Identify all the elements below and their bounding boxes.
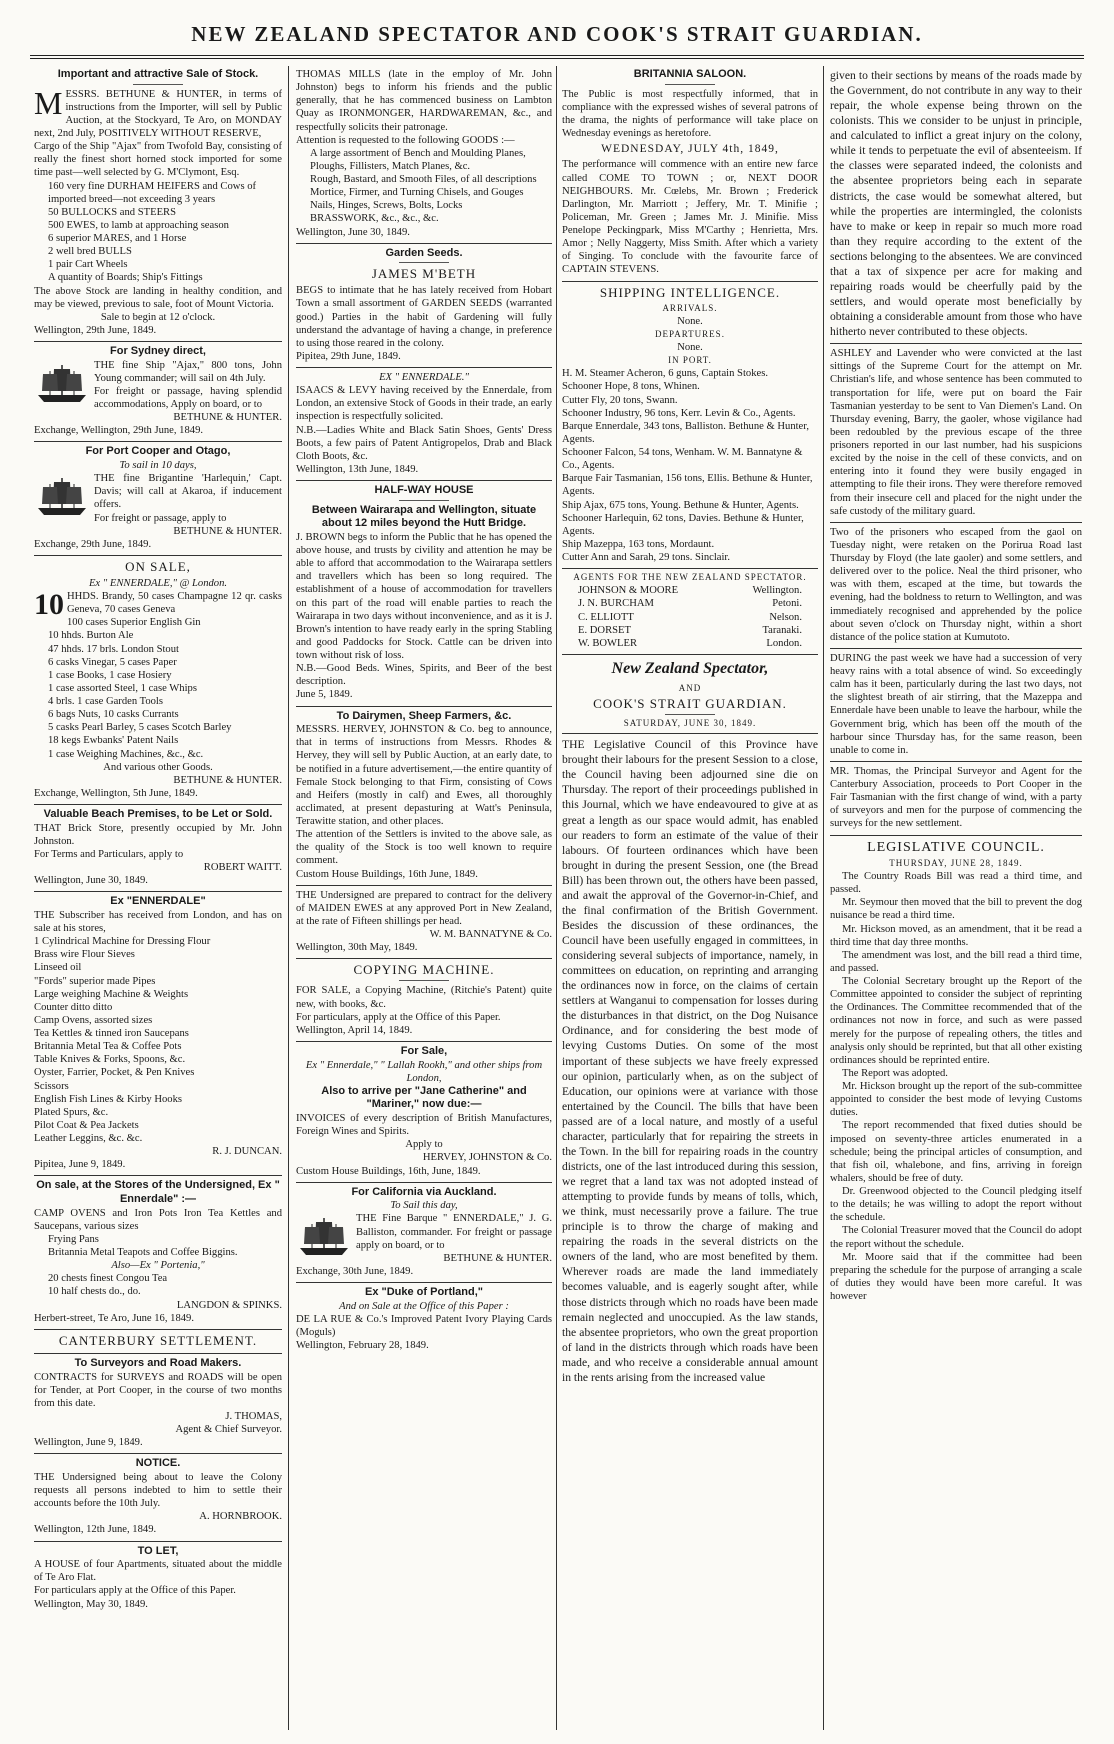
list-item: 4 brls. 1 case Garden Tools	[48, 696, 163, 708]
separator	[830, 761, 1082, 762]
paragraph: The Country Roads Bill was read a third time, and passed.	[830, 871, 1082, 896]
ad-title: COPYING MACHINE.	[353, 962, 495, 978]
agent-row	[578, 584, 802, 597]
list-item: 6 casks Vinegar, 5 cases Paper	[48, 656, 177, 668]
list-item: 1 case Books, 1 case Hosiery	[48, 669, 172, 681]
ad-body: THAT Brick Store, presently occupied by Mr. John Johnston.	[34, 822, 282, 847]
agent-row	[578, 611, 802, 624]
separator	[296, 367, 552, 368]
ad-signature: LANGDON & SPINKS.	[176, 1299, 282, 1311]
list-item: Barque Fair Tasmanian, 156 tons, Ellis. Bethune & Hunter, Agents.	[562, 473, 813, 498]
drop-cap: 10	[34, 588, 64, 622]
list-item: 50 BULLOCKS and STEERS	[48, 206, 177, 218]
ad-date: Herbert-street, Te Aro, June 16, 1849.	[34, 1312, 194, 1324]
ad-subtitle: To sail in 10 days,	[119, 460, 197, 471]
ad-body: N.B.—Good Beds. Wines, Spirits, and Beer of the best description.	[296, 663, 552, 688]
separator	[296, 480, 552, 481]
column-divider-3	[823, 66, 824, 1730]
separator	[562, 733, 818, 734]
ad-date: Wellington, 12th June, 1849.	[34, 1524, 157, 1536]
news-item: MR. Thomas, the Principal Surveyor and Agent for the Canterbury Association, proceeds to Port Cooper in the Fair Tasmanian with the first change of wind, with a party of surveyors and men for the purpose of commencing the surveys for the new settlement.	[830, 765, 1082, 830]
agent-name: J. N. BURCHAM	[578, 598, 654, 610]
paragraph: Mr. Moore said that if the committee had been preparing the schedule for the purpose of arranging a scale of duties they would have been more careful. It was however	[830, 1251, 1082, 1303]
ad-title: On sale, at the Stores of the Undersigned, Ex " Ennerdale" :—	[36, 1179, 280, 1206]
list-item: Large weighing Machine & Weights	[34, 988, 189, 1000]
column-divider-2	[556, 66, 557, 1730]
goods-list	[34, 1233, 282, 1259]
list-item: Scissors	[34, 1080, 69, 1092]
divider	[399, 980, 449, 981]
ad-date: Wellington, April 14, 1849.	[296, 1024, 413, 1036]
ad-date: Wellington, June 30, 1849.	[34, 875, 148, 887]
ad-note: The above Stock are landing in healthy condition, and may be viewed, previous to sale, foot of Mount Victoria.	[34, 285, 282, 310]
agent-row	[578, 624, 802, 637]
paragraph: The Colonial Treasurer moved that the Council do adopt the report without the schedule.	[830, 1225, 1082, 1250]
ad-body: Apply to	[405, 1139, 443, 1151]
ad-title: EX " ENNERDALE."	[379, 372, 469, 384]
section-title: BRITANNIA SALOON.	[633, 68, 747, 80]
ad-body: THOMAS MILLS (late in the employ of Mr. John Johnston) begs to inform his friends and the public generally, that he has commenced business on Lambton Quay as IRONMONGER, HARDWAREMAN, &c., and respectfully solicits their patronage.	[296, 69, 552, 133]
list-item: Britannia Metal Teapots and Coffee Biggins.	[48, 1247, 238, 1259]
ad-body: For particulars, apply at the Office of this Paper.	[296, 1011, 501, 1023]
ship-icon	[34, 474, 90, 518]
ad-body: ISAACS & LEVY having received by the Ennerdale, from London, an extensive Stock of Goods in their trade, an early inspection is respectfully solicited.	[296, 385, 552, 423]
ship-icon	[296, 1214, 352, 1258]
divider	[133, 84, 183, 85]
paragraph: The amendment was lost, and the bill read a third time, and passed.	[830, 949, 1082, 974]
ad-title: For Sydney direct,	[110, 345, 206, 357]
agent-place: Taranaki.	[762, 624, 802, 636]
ad-title: HALF-WAY HOUSE	[374, 484, 474, 497]
ad-body: For freight or passage, having splendid accommodations, Apply on board, or to	[94, 385, 282, 410]
list-item: Barque Ennerdale, 343 tons, Balliston. Bethune & Hunter, Agents.	[562, 420, 810, 445]
ad-signature: ROBERT WAITT.	[203, 862, 282, 874]
ad-subtitle: Also—Ex " Portenia,"	[111, 1260, 205, 1272]
list-item: Cutter Fly, 20 tons, Swann.	[562, 394, 678, 406]
stock-list	[34, 180, 282, 285]
separator	[296, 1182, 552, 1183]
agent-row	[578, 637, 802, 650]
agent-name: JOHNSON & MOORE	[578, 585, 679, 597]
ad-signature: HERVEY, JOHNSTON & Co.	[422, 1152, 552, 1164]
list-item: Britannia Metal Tea & Coffee Pots	[34, 1041, 182, 1053]
ad-body: THE Subscriber has received from London, and has on sale at his stores,	[34, 909, 282, 935]
list-item: Rough, Bastard, and Smooth Files, of all descriptions	[310, 174, 537, 185]
ad-body: Cargo of the Ship "Ajax" from Twofold Bay, consisting of really the finest short horned stock imported for some time past—well selected by G. M'Clymont, Esq.	[34, 141, 282, 179]
list-item: Ship Mazeppa, 163 tons, Mordaunt.	[562, 538, 715, 550]
ad-title: ON SALE,	[125, 558, 191, 574]
ad-body: ESSRS. BETHUNE & HUNTER, in terms of instructions from the Importer, will sell by Public Auction, at the Stockyard, Te Aro, on MONDAY next, 2nd July, POSITIVELY WITHOUT RESERVE,	[34, 88, 282, 139]
notice-body: The Public is most respectfully informed, that in compliance with the expressed wishes of several patrons of the drama, the nights of performance will take place on Wednesday evenings as heretofore.	[562, 88, 818, 139]
list-item: A large assortment of Bench and Moulding Planes, Ploughs, Fillisters, Match Planes, &c.	[310, 147, 526, 172]
ad-body: THE fine Brigantine 'Harlequin,' Capt. Davis; will call at Akaroa, if inducement offers.	[94, 473, 282, 511]
ad-title: Valuable Beach Premises, to be Let or Sold.	[43, 808, 273, 821]
list-item: 6 bags Nuts, 10 casks Currants	[48, 709, 179, 721]
agent-place: Wellington.	[752, 585, 802, 597]
subhead: DEPARTURES.	[655, 328, 725, 339]
list-item: Brass wire Flour Sieves	[34, 949, 135, 961]
value: None.	[677, 315, 703, 327]
ad-subtitle: To Surveyors and Road Makers.	[74, 1356, 242, 1369]
list-item: Cutter Ann and Sarah, 29 tons. Sinclair.	[562, 552, 731, 564]
masthead-rule	[30, 55, 1084, 56]
separator	[296, 958, 552, 959]
list-item: 1 case Weighing Machines, &c., &c.	[48, 748, 204, 760]
list-item: 1 pair Cart Wheels	[48, 259, 128, 271]
separator	[34, 1329, 282, 1330]
separator	[562, 654, 818, 655]
ad-body: BEGS to intimate that he has lately received from Hobart Town a small assortment of GARDEN SEEDS (warranted good.) Parties in the habit of Gardening will fully understand the advantage of having a change, in preference to using those reared in the colony.	[296, 285, 552, 349]
separator	[830, 343, 1082, 344]
list-item: 18 kegs Ewbanks' Patent Nails	[48, 735, 179, 747]
ad-signature: BETHUNE & HUNTER.	[443, 1252, 552, 1264]
separator	[34, 804, 282, 805]
list-item: Ship Ajax, 675 tons, Young. Bethune & Hunter, Agents.	[562, 499, 799, 511]
ad-subtitle: Ex " Ennerdale," " Lallah Rookh," and other ships from London,	[305, 1059, 543, 1084]
ad-time: Sale to begin at 12 o'clock.	[100, 311, 216, 323]
nameplate-and: AND	[678, 682, 702, 693]
masthead: NEW ZEALAND SPECTATOR AND COOK'S STRAIT GUARDIAN.	[191, 22, 923, 46]
ad-body: A HOUSE of four Apartments, situated about the middle of Te Aro Flat.	[34, 1559, 282, 1584]
ad-date: June 5, 1849.	[296, 689, 353, 701]
separator	[34, 441, 282, 442]
list-item: 20 chests finest Congou Tea	[48, 1273, 168, 1285]
ad-title: NOTICE.	[135, 1457, 181, 1470]
ships-in-port-list	[562, 367, 818, 564]
list-item: 2 well bred BULLS	[48, 246, 132, 258]
nameplate-subtitle: COOK'S STRAIT GUARDIAN.	[593, 695, 787, 711]
ad-body: And various other Goods.	[103, 761, 213, 773]
agent-name: C. ELLIOTT	[578, 611, 634, 623]
separator	[34, 1453, 282, 1454]
ad-subtitle: And on Sale at the Office of this Paper :	[339, 1300, 509, 1312]
list-item: Schooner Hope, 8 tons, Whinen.	[562, 381, 700, 393]
ad-title: TO LET,	[137, 1544, 179, 1557]
paragraph: The report recommended that fixed duties should be imposed on seventy-three articles enumerated in a schedule; being the principal articles of consumption, and that fish oil, whalebone, and fins, arriving in foreign whalers, should be free of duty.	[830, 1120, 1082, 1184]
council-proceedings	[830, 870, 1082, 1303]
ad-subtitle: JAMES M'BETH	[371, 266, 477, 282]
list-item: Schooner Falcon, 54 tons, Wenham. W. M. Bannatyne & Co., Agents.	[562, 447, 803, 472]
ad-signature: BETHUNE & HUNTER.	[173, 774, 282, 786]
paragraph: The Report was adopted.	[842, 1067, 948, 1079]
ad-body: THE Undersigned are prepared to contract for the delivery of MAIDEN EWES at any approved Port in New Zealand, at the rate of Fifteen shillings per head.	[296, 889, 552, 927]
list-item: Tea Kettles & tinned iron Saucepans	[34, 1028, 189, 1040]
list-item: H. M. Steamer Acheron, 6 guns, Captain Stokes.	[562, 368, 768, 380]
column-1	[34, 68, 282, 1728]
list-item: 100 cases Superior English Gin	[67, 617, 201, 629]
separator	[830, 648, 1082, 649]
list-item: 1 case assorted Steel, 1 case Whips	[48, 682, 197, 694]
ad-body: FOR SALE, a Copying Machine, (Ritchie's Patent) quite new, with books, &c.	[296, 985, 552, 1010]
list-item: Mortice, Firmer, and Turning Chisels, and Gouges	[310, 187, 524, 199]
goods-list	[296, 147, 552, 226]
paragraph: Mr. Seymour then moved that the bill to prevent the dog nuisance be read a third time.	[830, 897, 1082, 922]
ad-title: For California via Auckland.	[351, 1185, 497, 1198]
ad-body: For Terms and Particulars, apply to	[34, 848, 184, 860]
separator	[296, 1282, 552, 1283]
section-title: SHIPPING INTELLIGENCE.	[599, 284, 781, 300]
list-item: "Fords" superior made Pipes	[34, 975, 156, 987]
ad-body: J. BROWN begs to inform the Public that he has opened the above house, and trusts by civility and attention he may be able to afford that accommodation to the Wairarapa settlers and travellers which has been so long required. The establishment of a house of accommodation for travellers on this part of the road will enable parties to reach the Wairarapa in two days without inconvenience, and as it is J. Brown's intention to have ready early in the spring Stabling and good Paddocks for Stock. Cattle can be driven into town without risk of loss.	[296, 531, 552, 662]
list-item: BRASSWORK, &c., &c., &c.	[310, 213, 439, 225]
news-item: DURING the past week we have had a succession of very heavy rains with a total absence of wind. So exceedingly calm has it been, particularly during the last two days, not the slightest breath of air stirring, that the Mazeppa and Ennerdale have been unable to leave the harbour, while the Government brig, which has been off the mouth of the harbour since Thursday has, for the same reason, been unable to come in.	[830, 652, 1082, 756]
agent-name: E. DORSET	[578, 624, 631, 636]
ad-subtitle: To Sail this day,	[390, 1200, 458, 1212]
ad-subtitle: Also to arrive per "Jane Catherine" and "Mariner," now due:—	[321, 1084, 527, 1111]
ad-signature: Agent & Chief Surveyor.	[175, 1424, 282, 1436]
subhead: ARRIVALS.	[662, 302, 718, 313]
editorial-date: SATURDAY, JUNE 30, 1849.	[623, 718, 757, 729]
ad-body: N.B.—Ladies White and Black Satin Shoes, Gents' Dress Boots, a few pairs of Patent Antigropelos, Drab and Black Cloth Boots, &c.	[296, 424, 552, 462]
ad-title: For Port Cooper and Otago,	[85, 445, 231, 458]
goods-list	[34, 1272, 282, 1298]
masthead-rule-double	[30, 58, 1084, 59]
ad-body: INVOICES of every description of British Manufactures, Foreign Wines and Spirits.	[296, 1113, 552, 1138]
list-item: A quantity of Boards; Ship's Fittings	[48, 272, 203, 284]
ad-subtitle: Between Wairarapa and Wellington, situate about 12 miles beyond the Hutt Bridge.	[311, 503, 537, 530]
agent-place: Nelson.	[769, 611, 802, 623]
ad-subtitle: Ex " ENNERDALE," @ London.	[88, 577, 228, 589]
editorial-nameplate: New Zealand Spectator,	[611, 659, 769, 677]
list-item: Nails, Hinges, Screws, Bolts, Locks	[310, 200, 463, 212]
news-item: Two of the prisoners who escaped from the gaol on Tuesday night, were retaken on the Porirua Road last Thursday by Floyd (the late gaoler) and some settlers, and delivered over to the police. Neal the third prisoner, who was with them, escaped at the time, but towards the evening, had the boldness to return to Wellington, and was immediately recognised and apprehended by the police about seven o'clock on Thursday night, within a short distance of the police station at Kumutoto.	[830, 526, 1082, 643]
list-item: English Fish Lines & Kirby Hooks	[34, 1093, 183, 1105]
separator	[34, 341, 282, 342]
ad-date: Wellington, 30th May, 1849.	[296, 942, 418, 954]
paragraph: Dr. Greenwood objected to the Council pledging itself to the details; he was willing to adopt the report without the schedule.	[830, 1186, 1082, 1224]
separator	[562, 568, 818, 569]
ad-date: Wellington, June 30, 1849.	[296, 226, 410, 238]
ad-signature: BETHUNE & HUNTER.	[173, 525, 282, 537]
ad-title: Ex "Duke of Portland,"	[364, 1286, 483, 1299]
ad-body: THE Fine Barque " ENNERDALE," J. G. Balliston, commander. For freight or passage apply on board, or to	[356, 1213, 552, 1251]
ad-date: Exchange, 29th June, 1849.	[34, 538, 152, 550]
agents-list	[562, 584, 818, 650]
news-item: ASHLEY and Lavender who were convicted at the last sittings of the Supreme Court for the attempt on Mr. Christian's life, and whose sentence has been commuted to transportation for life, were put on board the Fair Tasmanian yesterday to be sent to Van Diemen's Land. On Thursday evening, Barry, the gaoler, whose vigilance had been redoubled by the previous escape of the three prisoners reported in our last number, had his suspicions excited by the noise in the cell of these convicts, and on entering into it found they were busily engaged in attempting to file their irons. They were therefore removed from their insecure cell and placed for the night under the safe custody of the military guard.	[830, 348, 1082, 517]
ad-date: Wellington, May 30, 1849.	[34, 1598, 148, 1610]
ad-date: Pipitea, 29th June, 1849.	[296, 350, 401, 362]
column-2	[296, 68, 552, 1728]
ad-date: Pipitea, June 9, 1849.	[34, 1159, 126, 1171]
ad-body: For freight or passage, apply to	[94, 512, 227, 524]
section-title: AGENTS FOR THE NEW ZEALAND SPECTATOR.	[573, 572, 807, 583]
ad-date: Custom House Buildings, 16th June, 1849.	[296, 868, 478, 880]
list-item: Oyster, Farrier, Pocket, & Pen Knives	[34, 1067, 195, 1079]
column-4	[830, 68, 1082, 1728]
list-item: Camp Ovens, assorted sizes	[34, 1014, 153, 1026]
ad-title: CANTERBURY SETTLEMENT.	[58, 1332, 258, 1348]
agent-place: Petoni.	[772, 598, 802, 610]
ship-icon	[34, 361, 90, 405]
separator	[830, 522, 1082, 523]
divider	[399, 500, 449, 501]
list-item: Leather Leggins, &c. &c.	[34, 1133, 143, 1145]
ad-body: CAMP OVENS and Iron Pots Iron Tea Kettles and Saucepans, various sizes	[34, 1207, 282, 1232]
performance-date: WEDNESDAY, JULY 4th, 1849,	[601, 143, 779, 156]
editorial-body: THE Legislative Council of this Province have brought their labours for the present Session to a close, the Council having been adjourned sine die on Thursday. The report of their proceedings published in this Journal, which we have endeavoured to give at as great a length as our space would admit, has enabled our readers to form an estimate of the value of their labours. Of fourteen ordinances which have been brought in during the present Session, one (the Bread Bill) has been thrown out, the others have been passed, and await the approval of the Governor-in-Chief, and the final confirmation of the British Government. Besides the discussion of these ordinances, the Council have been usefully engaged in committees, in considering several subjects of importance, namely, in committees on education, on reprinting and arranging the ordinances now in force, on the claims of certain settlers at Wanganui to compensation for losses during the disturbances in that district, on the Dog Nuisance Ordinance, and for considering the best mode of levying Customs Duties. On some of the most important of these subjects we have freely expressed our opinion, particularly when, as on the subject of Education, our opinions were at variance with those entertained by the Council. The bills that have been passed are of a local nature, and mostly of a useful character, particularly that for repairing the streets in the Town. In the bill for repairing roads in the country districts, one of the last introduced during this session, we regret that a land tax was not adopted instead of attempting to provide funds by means of tolls, which, we think, must necessarily prove a failure. The true principle is to throw the charge of making and repairing the roads in the several districts on the owners of the land, who are most benefited by them. Wherever roads are made the land immediately becomes valuable, and is eagerly sought after, while those districts through which no roads have been made remain neglected and unoccupied. As the law stands, the absentee proprietors, who own the great proportion of land in the districts through which roads have been made, and who receive a considerable annual amount in the rents arising from the increased value	[562, 738, 818, 1384]
list-item: Plated Spurs, &c.	[34, 1106, 109, 1118]
list-item: 10 half chests do., do.	[48, 1286, 141, 1298]
separator	[34, 1541, 282, 1542]
separator	[296, 1041, 552, 1042]
ad-title: Important and attractive Sale of Stock.	[57, 68, 259, 80]
separator	[830, 835, 1082, 836]
ad-title: Garden Seeds.	[385, 246, 463, 259]
ad-date: Exchange, Wellington, 29th June, 1849.	[34, 425, 204, 437]
goods-list	[34, 935, 282, 1145]
ad-body: Attention is requested to the following GOODS :—	[296, 134, 515, 146]
ad-date: Wellington, 29th June, 1849.	[34, 324, 157, 336]
agent-name: W. BOWLER	[578, 637, 638, 649]
divider	[665, 714, 715, 715]
separator	[34, 555, 282, 556]
ad-title: To Dairymen, Sheep Farmers, &c.	[336, 709, 512, 722]
list-item: 47 hhds. 17 brls. London Stout	[48, 643, 179, 655]
ad-body: The attention of the Settlers is invited to the above sale, as the quality of the Stock is too well known to require comment.	[296, 829, 552, 867]
ad-signature: W. M. BANNATYNE & Co.	[429, 929, 552, 941]
list-item: 10 hhds. Burton Ale	[48, 630, 134, 642]
ad-title: For Sale,	[400, 1044, 448, 1057]
ad-signature: J. THOMAS,	[225, 1410, 282, 1422]
list-item: Counter ditto ditto	[34, 1001, 113, 1013]
subhead: IN PORT.	[668, 355, 712, 366]
ad-body: DE LA RUE & Co.'s Improved Patent Ivory Playing Cards (Moguls)	[296, 1313, 552, 1338]
list-item: Schooner Industry, 96 tons, Kerr. Levin & Co., Agents.	[562, 407, 796, 419]
drop-cap: M	[34, 84, 63, 121]
list-item: Pilot Coat & Pea Jackets	[34, 1119, 139, 1131]
ad-date: Wellington, June 9, 1849.	[34, 1437, 143, 1449]
ad-title: Ex "ENNERDALE"	[110, 895, 206, 908]
ad-body: CONTRACTS for SURVEYS and ROADS will be open for Tender, at Port Cooper, in the course of two months from this date.	[34, 1371, 282, 1409]
separator	[562, 281, 818, 282]
list-item: Schooner Harlequin, 62 tons, Davies. Bethune & Hunter, Agents.	[562, 512, 804, 537]
agent-row	[578, 597, 802, 610]
separator	[34, 1353, 282, 1354]
ad-signature: A. HORNBROOK.	[199, 1511, 282, 1523]
separator	[296, 243, 552, 244]
list-item: Frying Pans	[48, 1233, 99, 1245]
ad-signature: R. J. DUNCAN.	[212, 1146, 282, 1158]
list-item: Table Knives & Forks, Spoons, &c.	[34, 1054, 186, 1066]
list-item: 5 casks Pearl Barley, 5 cases Scotch Barley	[48, 722, 232, 734]
divider	[665, 84, 715, 85]
column-3	[562, 68, 818, 1728]
ad-date: Custom House Buildings, 16th, June, 1849.	[296, 1165, 481, 1177]
list-item: Linseed oil	[34, 962, 82, 974]
separator	[34, 1175, 282, 1176]
paragraph: The Colonial Secretary brought up the Report of the Committee appointed to consider the subject of reprinting the Ordinances. The Committee recommended that of the ordinances not now in force, and such as were passed merely for the purpose of repealing others, the titles and analysis only should be reprinted, but that all other existing ordinances should be reprinted entire.	[830, 976, 1082, 1066]
separator	[34, 891, 282, 892]
ad-date: Wellington, February 28, 1849.	[296, 1340, 429, 1352]
separator	[296, 885, 552, 886]
value: None.	[677, 342, 703, 354]
ad-body: For particulars apply at the Office of this Paper.	[34, 1585, 236, 1597]
column-divider-1	[288, 66, 289, 1730]
paragraph: Mr. Hickson moved, as an amendment, that it be read a third time that day three months.	[830, 923, 1082, 948]
ad-body: MESSRS. HERVEY, JOHNSTON & Co. beg to announce, that in terms of instructions from Messrs. Rhodes & Hervey, they will sell by Public Auction, at an early date, to be notified in a future advertisement,—the entire quantity of Female Stock belonging to that Firm, consisting of Cows and Heifers (mostly in calf) and Ewes, all thoroughly acclimated, at present depasturing at Watt's Peninsula, Terawitte station, and other places.	[296, 724, 552, 828]
divider	[399, 262, 449, 263]
agent-place: London.	[766, 637, 802, 649]
goods-list	[34, 616, 282, 760]
ad-body: THE fine Ship "Ajax," 800 tons, John Young commander; will sail on 4th July.	[94, 359, 282, 384]
council-date: THURSDAY, JUNE 28, 1849.	[889, 857, 1023, 868]
list-item: 500 EWES, to lamb at approaching season	[48, 219, 229, 231]
ad-body: HHDS. Brandy, 50 cases Champagne 12 qr. casks Geneva, 70 cases Geneva	[67, 591, 282, 616]
ad-date: Exchange, Wellington, 5th June, 1849.	[34, 787, 198, 799]
ad-signature: BETHUNE & HUNTER.	[173, 412, 282, 424]
ad-body: THE Undersigned being about to leave the Colony requests all persons indebted to him to settle their accounts before the 10th July.	[34, 1471, 282, 1510]
performance-programme: The performance will commence with an entire new farce called COME TO TOWN ; or, NEXT DOOR NEIGHBOURS. Mr. Cœlebs, Mr. Brown ; Frederick Darlington, Mr. Marriott ; Jeffery, Mr. T. Minifie ; Policeman, Mr. Green ; James Mr. J. Minifie. Miss Penelope Peckingpark, Miss M'Carthy ; Henrietta, Mrs. Amor ; Nelly Naggerty, Miss Smith. After which a variety of Singing. To conclude with the favourite farce of CAPTAIN STEVENS.	[562, 159, 818, 276]
list-item: 160 very fine DURHAM HEIFERS and Cows of imported breed—not exceeding 3 years	[48, 180, 257, 205]
ad-date: Wellington, 13th June, 1849.	[296, 463, 419, 475]
ad-date: Exchange, 30th June, 1849.	[296, 1265, 414, 1277]
editorial-continued: given to their sections by means of the roads made by the Government, do not contribute in any way to their repair, the whole expense being thrown on the colonists. This we consider to be unjust in principle, and calculated to inflict a great injury on the colony, while it tends to perpetuate the evil of absenteeism. If the classes were separated indeed, the colonists and the absentee proprietors being each in separate districts, the case would be somewhat altered, but while the properties are intermingled, the colonists have to make or keep in repair so much more road than they require according to the extent of the sections belonging to the absentees. We are convinced that a tax of sixpence per acre for making and repairing roads would be cheerfully paid by the settlers, and would operate most beneficially by obtaining a considerable amount from those who have hitherto never contributed to these objects.	[830, 69, 1082, 339]
list-item: 1 Cylindrical Machine for Dressing Flour	[34, 936, 211, 948]
list-item: 6 superior MARES, and 1 Horse	[48, 233, 187, 244]
paragraph: Mr. Hickson brought up the report of the sub-committee appointed to consider the best mode of levying Customs duties.	[830, 1081, 1082, 1119]
separator	[296, 706, 552, 707]
section-title: LEGISLATIVE COUNCIL.	[867, 839, 1045, 855]
